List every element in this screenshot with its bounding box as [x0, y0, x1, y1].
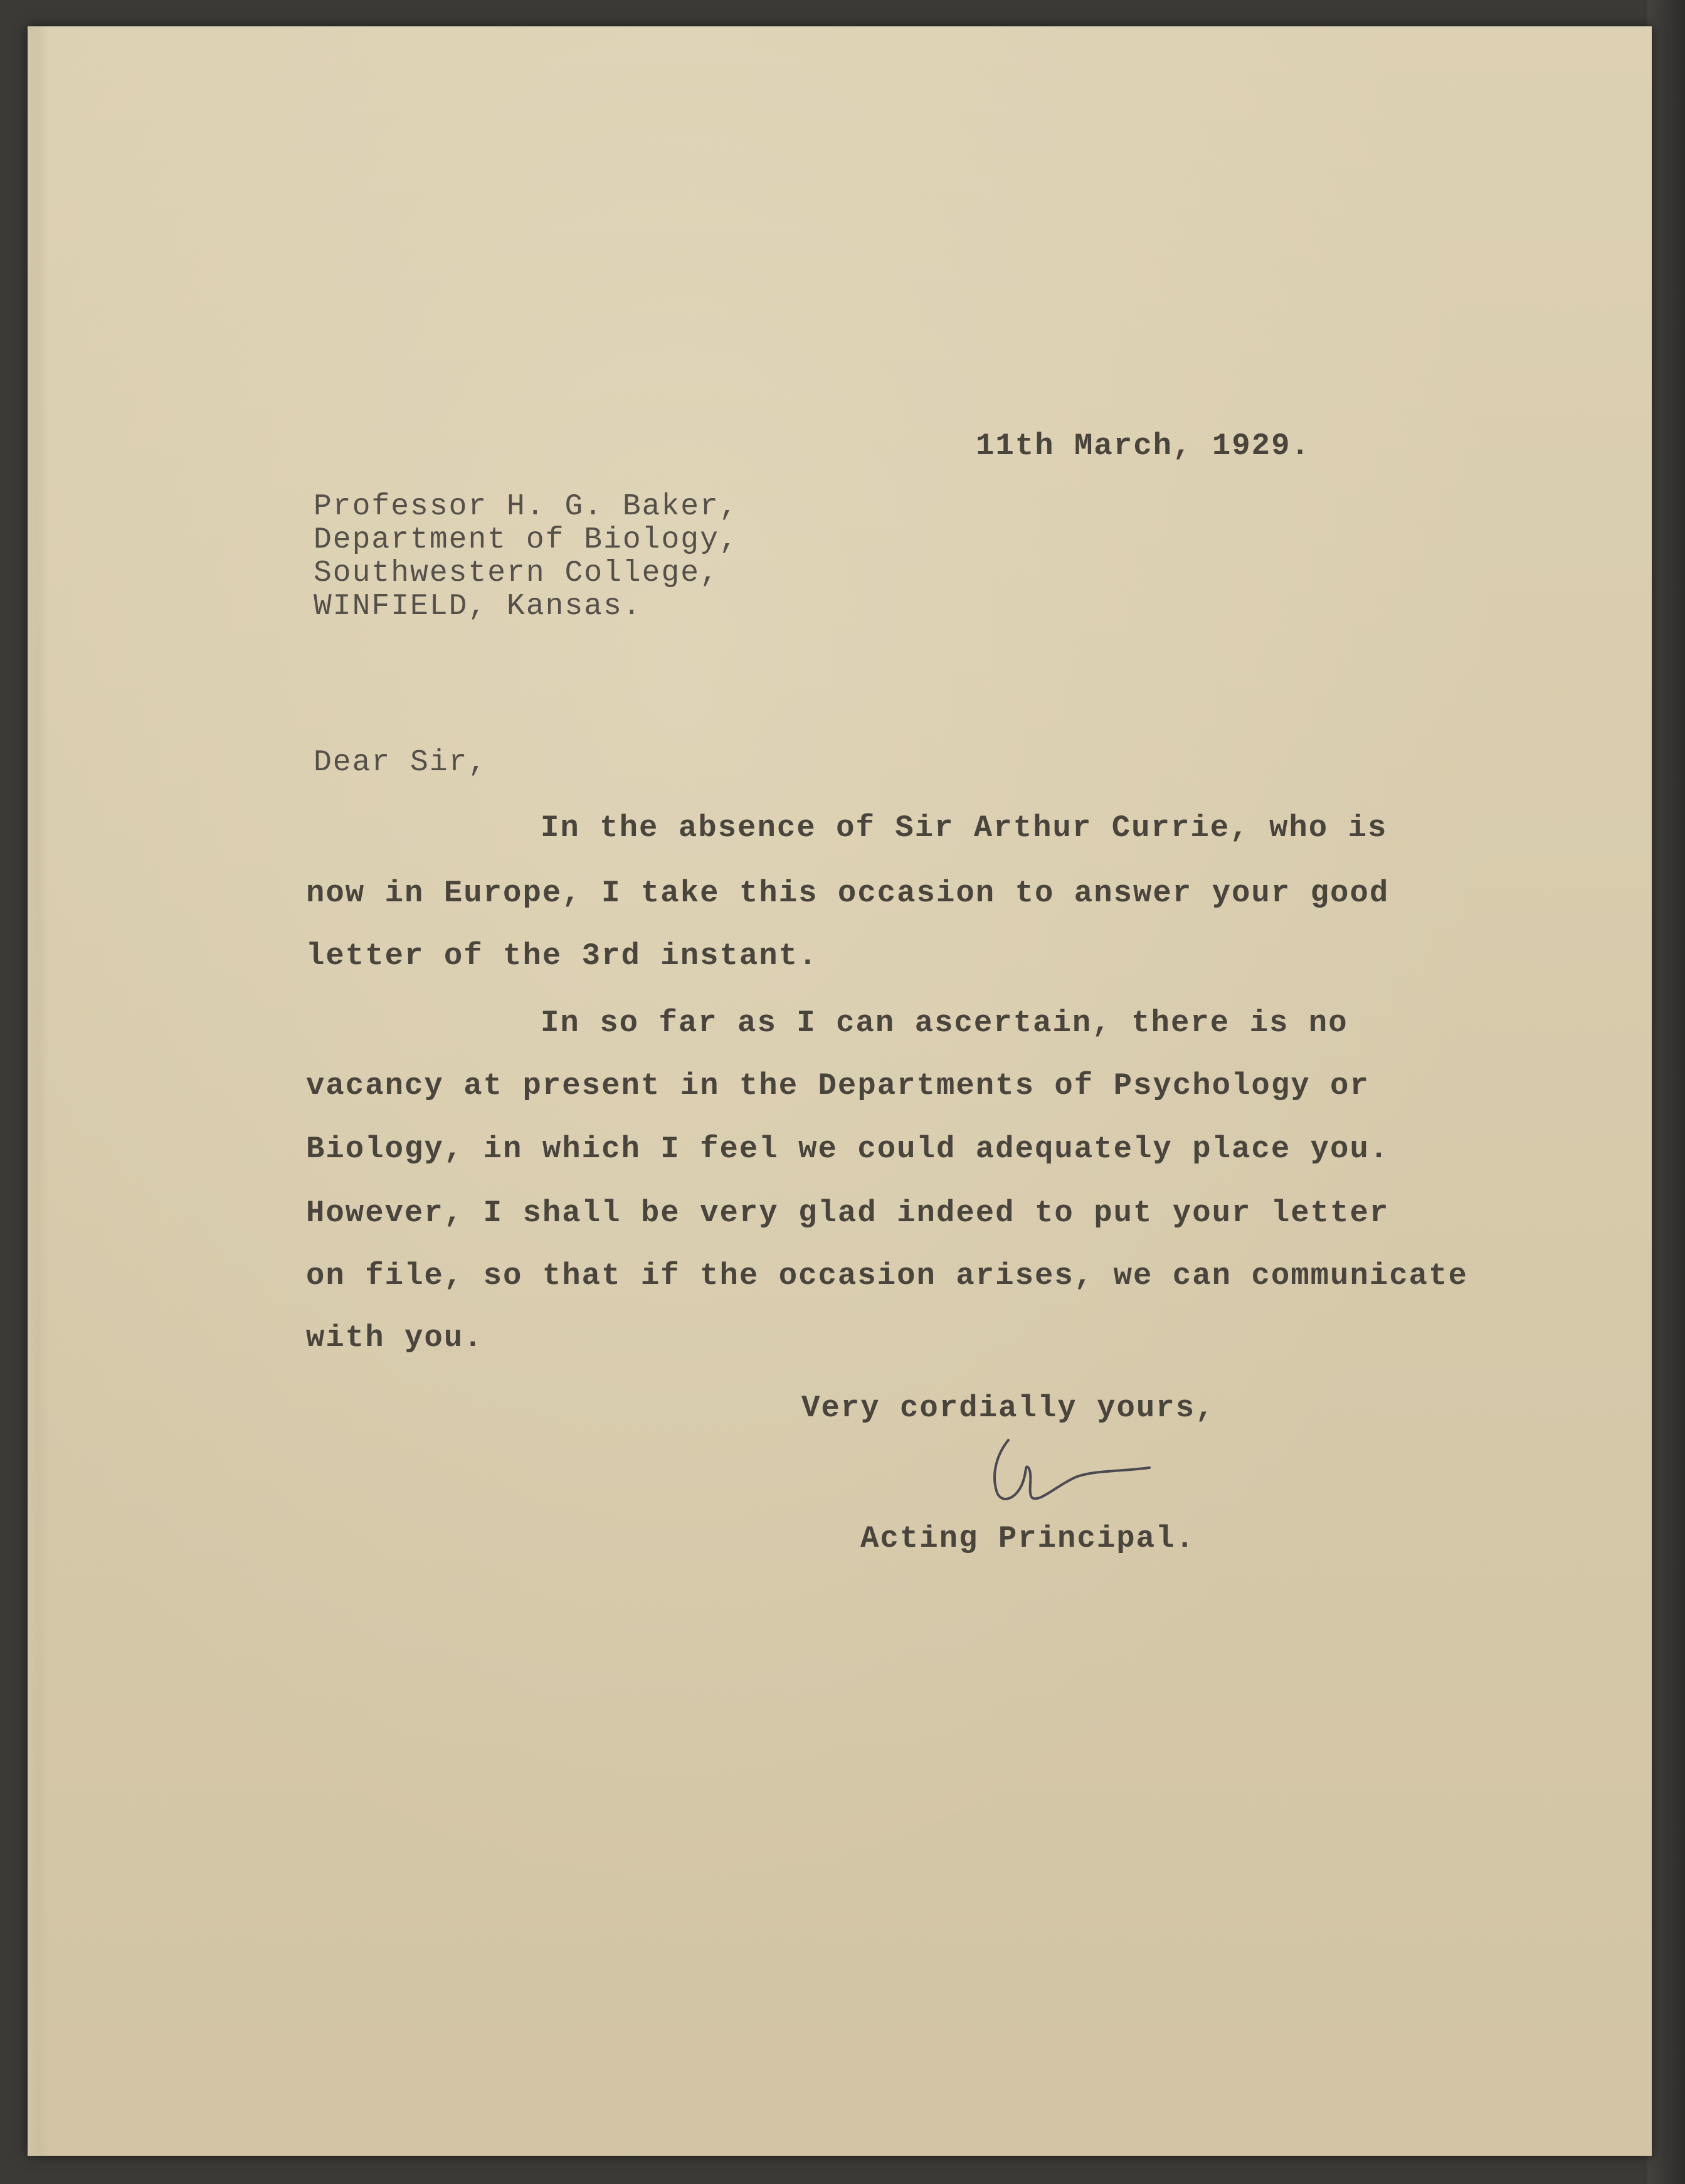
- body-line: However, I shall be very glad indeed to put your letter: [306, 1195, 1390, 1231]
- letter-date: 11th March, 1929.: [976, 428, 1311, 464]
- paper-fold-edge: [28, 26, 49, 2156]
- recipient-institution: Southwestern College,: [314, 556, 719, 590]
- recipient-department: Department of Biology,: [314, 523, 739, 557]
- body-line: Biology, in which I feel we could adequately place you.: [306, 1132, 1390, 1167]
- body-line: letter of the 3rd instant.: [306, 938, 818, 973]
- salutation: Dear Sir,: [314, 746, 488, 780]
- letterhead-show-through: [78, 265, 144, 481]
- recipient-city: WINFIELD, Kansas.: [314, 590, 642, 623]
- signature-title: Acting Principal.: [860, 1521, 1195, 1556]
- handwritten-signature: [983, 1435, 1171, 1510]
- body-line: now in Europe, I take this occasion to answer your good: [306, 876, 1390, 911]
- closing: Very cordially yours,: [801, 1391, 1215, 1426]
- body-line: In the absence of Sir Arthur Currie, who is: [541, 810, 1388, 846]
- body-line: vacancy at present in the Departments of Psychology or: [306, 1068, 1370, 1103]
- recipient-name: Professor H. G. Baker,: [314, 490, 739, 524]
- body-line: with you.: [306, 1320, 483, 1355]
- body-line: In so far as I can ascertain, there is no: [541, 1005, 1348, 1041]
- body-line: on file, so that if the occasion arises, we can communicate: [306, 1258, 1468, 1293]
- scanner-backdrop: [1647, 0, 1685, 2184]
